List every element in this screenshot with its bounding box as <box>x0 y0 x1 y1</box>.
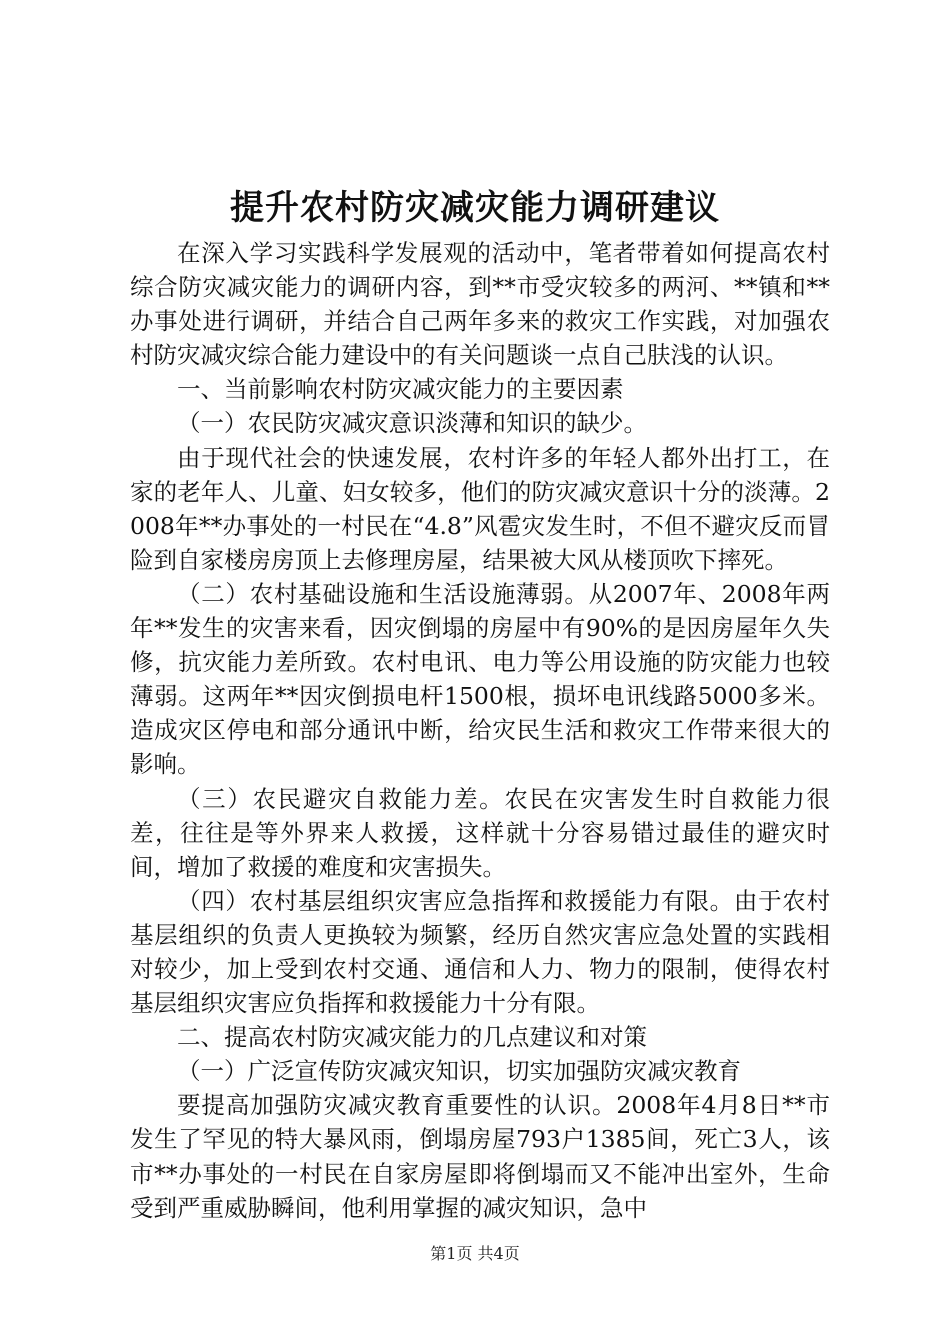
paragraph-1-4: （四）农村基层组织灾害应急指挥和救援能力有限。由于农村基层组织的负责人更换较为频繁，经历自然灾害应急处置的实践相对较少，加上受到农村交通、通信和人力、物力的限制，使得农村基层组织灾害应负指挥和救援能力十分有限。 <box>130 886 830 1018</box>
heading-section-1: 一、当前影响农村防灾减灾能力的主要因素 <box>177 375 624 404</box>
document-body <box>130 236 830 1225</box>
paragraph-2-1: 要提高加强防灾减灾教育重要性的认识。2008年4月8日**市发生了罕见的特大暴风雨，倒塌房屋793户1385间，死亡3人，该市**办事处的一村民在自家房屋即将倒塌而又不能冲出室外，生命受到严重威胁瞬间，他利用掌握的减灾知识，急中 <box>130 1091 830 1222</box>
document-title: 提升农村防灾减灾能力调研建议 <box>230 188 720 228</box>
paragraph-intro: 在深入学习实践科学发展观的活动中，笔者带着如何提高农村综合防灾减灾能力的调研内容，到**市受灾较多的两河、**镇和**办事处进行调研，并结合自己两年多来的救灾工作实践，对加强农村防灾减灾综合能力建设中的有关问题谈一点自己肤浅的认识。 <box>130 239 830 370</box>
heading-section-2: 二、提高农村防灾减灾能力的几点建议和对策 <box>177 1023 647 1052</box>
paragraph-1-3: （三）农民避灾自救能力差。农民在灾害发生时自救能力很差，往往是等外界来人救援，这样就十分容易错过最佳的避灾时间，增加了救援的难度和灾害损失。 <box>130 784 830 881</box>
subheading-2-1: （一）广泛宣传防灾减灾知识，切实加强防灾减灾教育 <box>177 1057 741 1086</box>
page-number: 第1页 共4页 <box>430 1244 520 1263</box>
paragraph-1-1: 由于现代社会的快速发展，农村许多的年轻人都外出打工，在家的老年人、儿童、妇女较多，他们的防灾减灾意识十分的淡薄。2008年**办事处的一村民在“4.8”风雹灾发生时，不但不避灾反而冒险到自家楼房房顶上去修理房屋，结果被大风从楼顶吹下摔死。 <box>130 443 830 574</box>
paragraph-1-2: （二）农村基础设施和生活设施薄弱。从2007年、2008年两年**发生的灾害来看，因灾倒塌的房屋中有90%的是因房屋年久失修，抗灾能力差所致。农村电讯、电力等公用设施的防灾能力也较薄弱。这两年**因灾倒损电杆1500根，损坏电讯线路5000多米。造成灾区停电和部分通讯中断，给灾民生活和救灾工作带来很大的影响。 <box>130 579 830 779</box>
subheading-1-1: （一）农民防灾减灾意识淡薄和知识的缺少。 <box>177 409 647 438</box>
